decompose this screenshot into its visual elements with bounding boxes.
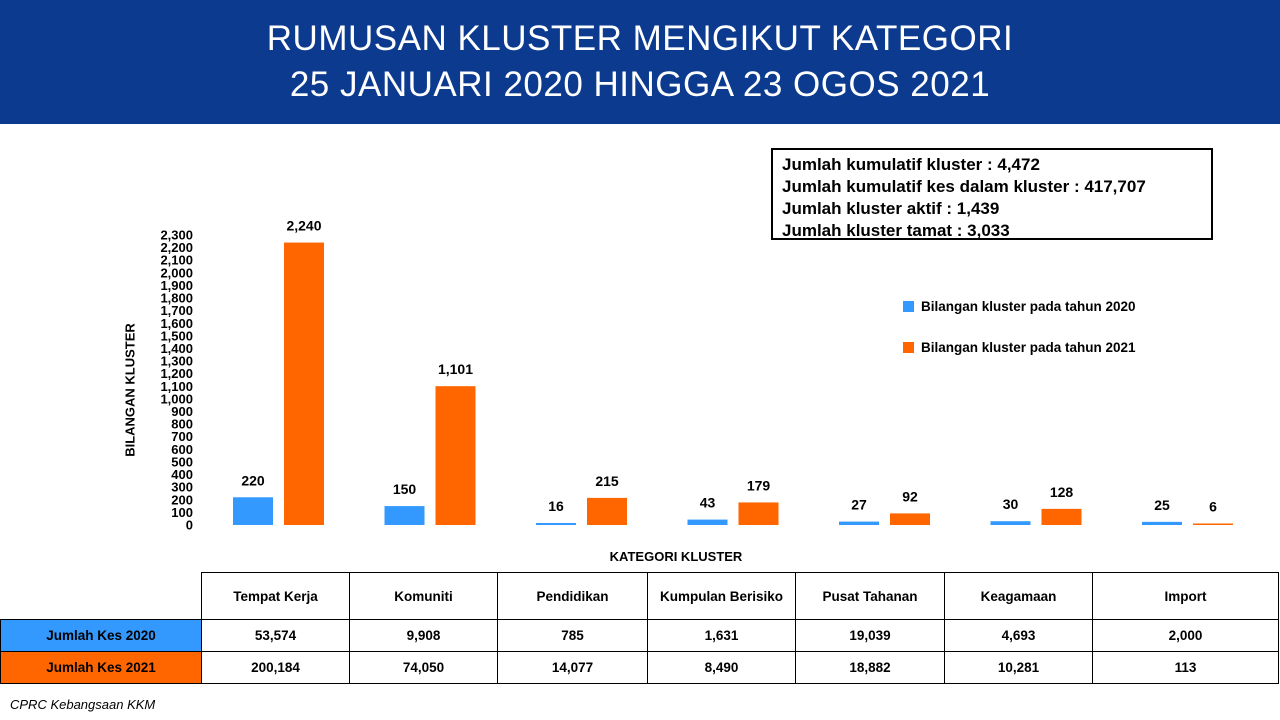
legend-label-2020: Bilangan kluster pada tahun 2020 <box>921 298 1136 314</box>
summary-line-active-clusters: Jumlah kluster aktif : 1,439 <box>782 199 1000 218</box>
y-tick-label: 700 <box>171 429 193 445</box>
bar-2021 <box>436 386 476 525</box>
y-tick-label: 1,900 <box>160 277 193 293</box>
data-label-2020: 16 <box>548 497 564 514</box>
data-label-2021: 179 <box>746 477 771 494</box>
table-cell: 10,281 <box>945 652 1093 684</box>
bar-2021 <box>1193 524 1233 526</box>
data-label-2021: 215 <box>595 472 619 489</box>
table-cell: 53,574 <box>202 620 350 652</box>
table-corner <box>1 573 202 620</box>
data-label-2021: 2,240 <box>286 217 322 234</box>
y-tick-label: 2,100 <box>160 252 193 268</box>
y-tick-label: 300 <box>171 479 193 495</box>
y-tick-label: 1,600 <box>160 315 193 331</box>
summary-line-cumulative-clusters: Jumlah kumulatif kluster : 4,472 <box>782 155 1040 174</box>
legend-label-2021: Bilangan kluster pada tahun 2021 <box>921 339 1136 355</box>
y-tick-label: 1,500 <box>160 328 193 344</box>
table-cell: 8,490 <box>648 652 796 684</box>
table-cell: 785 <box>498 620 648 652</box>
data-label-2020: 30 <box>1002 496 1019 513</box>
bar-2021 <box>739 502 779 525</box>
source-footer: CPRC Kebangsaan KKM <box>10 697 156 712</box>
y-tick-label: 0 <box>185 517 193 533</box>
y-tick-label: 200 <box>171 492 193 508</box>
y-tick-label: 1,700 <box>160 303 193 319</box>
bar-2021 <box>1042 509 1082 525</box>
table-header-cell: Pendidikan <box>498 573 648 620</box>
page-title-line-2: 25 JANUARI 2020 HINGGA 23 OGOS 2021 <box>289 65 991 104</box>
y-tick-label: 600 <box>171 441 193 457</box>
bar-2020 <box>233 497 273 525</box>
bar-2020 <box>688 520 728 525</box>
y-tick-label: 1,200 <box>160 366 193 382</box>
summary-line-cumulative-cases: Jumlah kumulatif kes dalam kluster : 417,707 <box>782 177 1146 196</box>
bar-2021 <box>284 243 324 525</box>
y-tick-label: 1,100 <box>160 378 193 394</box>
y-tick-label: 2,200 <box>160 240 193 256</box>
table-header-cell: Import <box>1093 573 1279 620</box>
data-label-2021: 1,101 <box>437 361 474 378</box>
x-axis-label: KATEGORI KLUSTER <box>609 549 743 564</box>
table-cell: 19,039 <box>796 620 945 652</box>
page-title-line-1: RUMUSAN KLUSTER MENGIKUT KATEGORI <box>266 19 1014 58</box>
table-header-cell: Keagamaan <box>945 573 1093 620</box>
y-axis-label: BILANGAN KLUSTER <box>122 323 138 457</box>
data-label-2021: 92 <box>902 488 918 505</box>
y-tick-label: 1,800 <box>160 290 193 306</box>
y-tick-label: 1,000 <box>160 391 193 407</box>
table-cell: 1,631 <box>648 620 796 652</box>
cases-table <box>0 572 1279 684</box>
table-header-cell: Komuniti <box>350 573 498 620</box>
table-header-cell: Kumpulan Berisiko <box>648 573 796 620</box>
table-cell: 4,693 <box>945 620 1093 652</box>
data-label-2020: 220 <box>241 472 265 489</box>
bar-2020 <box>1142 522 1182 525</box>
y-tick-label: 1,300 <box>160 353 193 369</box>
y-tick-label: 400 <box>171 467 193 483</box>
table-header-row <box>1 573 1279 620</box>
table-cell: 9,908 <box>350 620 498 652</box>
data-label-2020: 150 <box>392 481 417 498</box>
y-tick-label: 800 <box>171 416 193 432</box>
data-label-2021: 6 <box>1209 498 1217 515</box>
data-label-2020: 27 <box>851 496 867 513</box>
bar-2021 <box>587 498 627 525</box>
bar-2020 <box>839 522 879 525</box>
table-header-cell: Pusat Tahanan <box>796 573 945 620</box>
data-label-2020: 25 <box>1154 496 1170 513</box>
table-row-2020 <box>1 620 1279 652</box>
bar-2020 <box>536 523 576 525</box>
y-tick-label: 100 <box>171 504 193 520</box>
row-label-2020: Jumlah Kes 2020 <box>1 620 202 652</box>
table-cell: 74,050 <box>350 652 498 684</box>
table-cell: 2,000 <box>1093 620 1279 652</box>
y-tick-label: 500 <box>171 454 193 470</box>
table-cell: 113 <box>1093 652 1279 684</box>
bar-2021 <box>890 513 930 525</box>
bar-2020 <box>385 506 425 525</box>
y-tick-label: 2,300 <box>160 227 193 243</box>
summary-line-ended-clusters: Jumlah kluster tamat : 3,033 <box>782 221 1010 240</box>
row-label-2021: Jumlah Kes 2021 <box>1 652 202 684</box>
table-cell: 200,184 <box>202 652 350 684</box>
data-label-2021: 128 <box>1049 483 1074 500</box>
data-label-2020: 43 <box>699 494 716 511</box>
y-tick-label: 2,000 <box>160 265 193 281</box>
y-tick-label: 900 <box>171 404 193 420</box>
bar-2020 <box>991 521 1031 525</box>
y-tick-label: 1,400 <box>160 340 193 356</box>
table-header-cell: Tempat Kerja <box>202 573 350 620</box>
table-row-2021 <box>1 652 1279 684</box>
table-cell: 18,882 <box>796 652 945 684</box>
table-cell: 14,077 <box>498 652 648 684</box>
